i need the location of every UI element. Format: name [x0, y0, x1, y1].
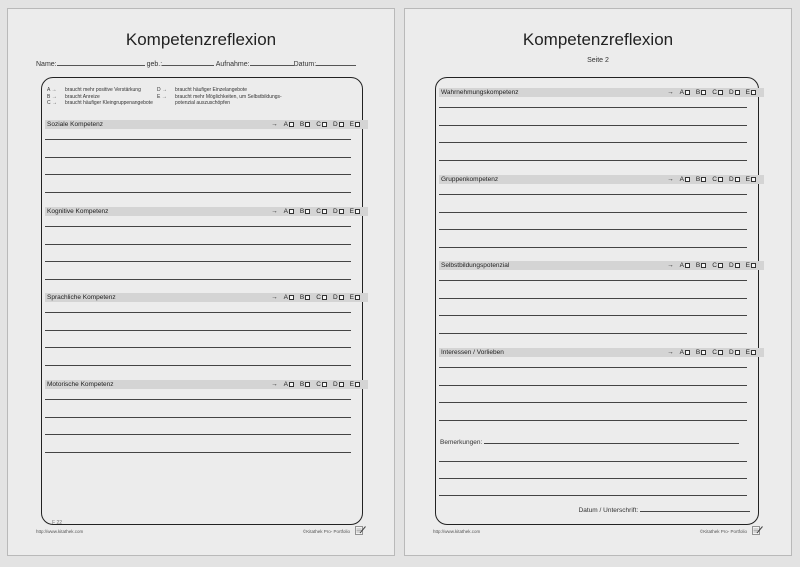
- rating-checkbox[interactable]: [339, 209, 344, 214]
- rating-option-label: B: [299, 121, 305, 128]
- section-header: [439, 88, 764, 97]
- rating-checkbox[interactable]: [289, 382, 294, 387]
- footer-url[interactable]: http://www.kitathek.com: [36, 529, 84, 534]
- rating-checkbox[interactable]: [305, 295, 310, 300]
- name-field[interactable]: [57, 58, 145, 66]
- section-header: [439, 348, 764, 357]
- rating-option: [350, 207, 360, 216]
- signature-label: Datum / Unterschrift:: [578, 507, 639, 514]
- rating-option-label: C: [316, 294, 321, 301]
- rating-option: [712, 88, 723, 97]
- remarks-field[interactable]: [484, 443, 739, 444]
- section-header: [45, 120, 368, 129]
- rating-checkbox[interactable]: [735, 263, 740, 268]
- rating-option-label: A: [283, 208, 288, 215]
- rating-checkbox[interactable]: [701, 350, 706, 355]
- section-header: [45, 207, 368, 216]
- rating-option: [696, 175, 706, 184]
- rating-option: [746, 348, 756, 357]
- rating-option: [712, 175, 723, 184]
- writing-line[interactable]: [439, 495, 747, 496]
- geb-label: geb.:: [146, 61, 163, 68]
- rating-checkbox[interactable]: [322, 295, 327, 300]
- arrow-icon: →: [271, 208, 278, 215]
- writing-line[interactable]: [439, 315, 747, 316]
- form-number: F 22: [52, 520, 63, 526]
- rating-option-label: C: [316, 121, 321, 128]
- rating-option: [729, 175, 740, 184]
- rating-option-label: D: [332, 294, 338, 301]
- rating-option: [284, 207, 294, 216]
- rating-checkbox[interactable]: [701, 90, 706, 95]
- rating-option: [284, 120, 294, 129]
- writing-line[interactable]: [439, 478, 747, 479]
- writing-line[interactable]: [439, 229, 747, 230]
- rating-option: [729, 348, 740, 357]
- rating-option-label: C: [712, 262, 717, 269]
- competence-section: [439, 88, 764, 97]
- writing-line[interactable]: [439, 142, 747, 143]
- rating-checkbox[interactable]: [751, 177, 756, 182]
- section-label: Kognitive Kompetenz: [47, 208, 109, 215]
- rating-option: [680, 88, 690, 97]
- rating-scale: [271, 120, 360, 129]
- rating-checkbox[interactable]: [322, 209, 327, 214]
- writing-line[interactable]: [45, 174, 351, 175]
- rating-option-label: B: [695, 176, 701, 183]
- rating-scale: [271, 207, 360, 216]
- writing-line[interactable]: [439, 125, 747, 126]
- competence-box: [435, 77, 759, 525]
- rating-checkbox[interactable]: [685, 177, 690, 182]
- rating-option: [316, 120, 327, 129]
- arrow-icon: →: [667, 262, 674, 269]
- rating-checkbox[interactable]: [339, 295, 344, 300]
- rating-option: [316, 380, 327, 389]
- writing-line[interactable]: [439, 280, 747, 281]
- writing-line[interactable]: [45, 139, 351, 140]
- page-2: [404, 8, 792, 556]
- rating-option-label: C: [712, 349, 717, 356]
- rating-option: [746, 261, 756, 270]
- rating-option: [300, 293, 310, 302]
- page-1: [7, 8, 395, 556]
- legend-row: A → braucht mehr positive Verstärkung D → braucht häufiger Einzelangebote: [47, 87, 247, 93]
- rating-option-label: D: [728, 176, 734, 183]
- aufnahme-label: Aufnahme:: [215, 61, 250, 68]
- footer-url[interactable]: http://www.kitathek.com: [433, 529, 481, 534]
- writing-line[interactable]: [45, 244, 351, 245]
- rating-option: [333, 207, 344, 216]
- writing-line[interactable]: [45, 226, 351, 227]
- rating-option-label: B: [695, 349, 701, 356]
- writing-line[interactable]: [45, 312, 351, 313]
- section-label: Sprachliche Kompetenz: [47, 294, 116, 301]
- rating-option-label: E: [349, 381, 354, 388]
- rating-option: [680, 261, 690, 270]
- writing-line[interactable]: [45, 452, 351, 453]
- footer-brand: ©Kitathek Pro- Portfolio: [699, 529, 747, 534]
- rating-scale: [667, 88, 756, 97]
- writing-line[interactable]: [45, 399, 351, 400]
- legend-row: C → braucht häufiger Kleingruppenangebote potenzial auszuschöpfen: [47, 100, 231, 106]
- writing-line[interactable]: [439, 420, 747, 421]
- rating-option-label: D: [332, 121, 338, 128]
- rating-option: [712, 261, 723, 270]
- rating-checkbox[interactable]: [305, 209, 310, 214]
- writing-line[interactable]: [439, 160, 747, 161]
- remarks-label: Bemerkungen:: [440, 439, 483, 446]
- signature-field[interactable]: [640, 511, 750, 512]
- rating-checkbox[interactable]: [355, 295, 360, 300]
- rating-option-label: A: [283, 121, 288, 128]
- rating-checkbox[interactable]: [322, 122, 327, 127]
- rating-option-label: A: [679, 89, 684, 96]
- arrow-icon: →: [271, 381, 278, 388]
- writing-line[interactable]: [439, 212, 747, 213]
- rating-option: [316, 207, 327, 216]
- rating-checkbox[interactable]: [718, 90, 723, 95]
- rating-option: [350, 120, 360, 129]
- rating-option-label: E: [745, 349, 750, 356]
- rating-option-label: B: [299, 294, 305, 301]
- writing-line[interactable]: [439, 194, 747, 195]
- rating-option-label: E: [349, 121, 354, 128]
- section-label: Soziale Kompetenz: [47, 121, 104, 128]
- rating-option: [333, 293, 344, 302]
- rating-checkbox[interactable]: [735, 177, 740, 182]
- rating-checkbox[interactable]: [339, 382, 344, 387]
- arrow-icon: →: [667, 176, 674, 183]
- rating-checkbox[interactable]: [355, 122, 360, 127]
- footer-brand: ©Kitathek Pro- Portfolio: [302, 529, 350, 534]
- rating-option-label: A: [283, 294, 288, 301]
- rating-checkbox[interactable]: [355, 209, 360, 214]
- rating-checkbox[interactable]: [701, 177, 706, 182]
- rating-checkbox[interactable]: [735, 90, 740, 95]
- page-number: Seite 2: [587, 57, 609, 64]
- rating-option-label: B: [299, 381, 305, 388]
- rating-option-label: E: [349, 208, 354, 215]
- rating-option-label: D: [728, 89, 734, 96]
- rating-option-label: D: [728, 349, 734, 356]
- section-header: [45, 293, 368, 302]
- writing-line[interactable]: [439, 385, 747, 386]
- competence-section: [45, 293, 368, 302]
- competence-section: [45, 120, 368, 129]
- writing-line[interactable]: [45, 365, 351, 366]
- rating-option-label: A: [283, 381, 288, 388]
- child-info-row: [36, 58, 356, 68]
- rating-checkbox[interactable]: [289, 209, 294, 214]
- rating-checkbox[interactable]: [751, 90, 756, 95]
- rating-option: [333, 120, 344, 129]
- rating-option-label: A: [679, 176, 684, 183]
- rating-scale: [271, 293, 360, 302]
- writing-line[interactable]: [45, 347, 351, 348]
- rating-option: [680, 348, 690, 357]
- rating-option-label: D: [332, 208, 338, 215]
- rating-option: [350, 380, 360, 389]
- rating-option-label: E: [349, 294, 354, 301]
- writing-line[interactable]: [439, 402, 747, 403]
- rating-option-label: C: [712, 89, 717, 96]
- writing-line[interactable]: [439, 333, 747, 334]
- rating-option: [712, 348, 723, 357]
- section-label: Selbstbildungspotenzial: [441, 262, 510, 269]
- writing-line[interactable]: [439, 298, 747, 299]
- rating-option-label: A: [679, 349, 684, 356]
- rating-checkbox[interactable]: [735, 350, 740, 355]
- competence-section: [439, 261, 764, 270]
- page-title: Kompetenzreflexion: [522, 30, 674, 49]
- section-header: [439, 175, 764, 184]
- rating-option: [284, 293, 294, 302]
- rating-option: [729, 88, 740, 97]
- legend-row: B → braucht Anreize E → braucht mehr Möglichkeiten, um Selbstbildungs-: [47, 93, 282, 100]
- rating-option-label: C: [712, 176, 717, 183]
- rating-option: [680, 175, 690, 184]
- writing-line[interactable]: [45, 417, 351, 418]
- writing-line[interactable]: [45, 192, 351, 193]
- datum-label: Datum:: [293, 61, 317, 68]
- rating-option-label: C: [316, 381, 321, 388]
- rating-option: [696, 261, 706, 270]
- rating-option-label: D: [332, 381, 338, 388]
- arrow-icon: →: [667, 89, 674, 96]
- rating-checkbox[interactable]: [718, 263, 723, 268]
- notepad-pencil-icon: [752, 525, 763, 535]
- writing-line[interactable]: [439, 461, 747, 462]
- rating-checkbox[interactable]: [685, 263, 690, 268]
- legend: [47, 87, 282, 107]
- rating-checkbox[interactable]: [718, 177, 723, 182]
- page-title: Kompetenzreflexion: [125, 30, 277, 49]
- competence-section: [45, 380, 368, 389]
- rating-checkbox[interactable]: [718, 350, 723, 355]
- rating-option: [696, 348, 706, 357]
- writing-line[interactable]: [45, 261, 351, 262]
- rating-option-label: A: [679, 262, 684, 269]
- rating-option: [300, 120, 310, 129]
- remarks-row: [440, 439, 739, 446]
- rating-option: [333, 380, 344, 389]
- rating-option-label: B: [695, 89, 701, 96]
- section-header: [439, 261, 764, 270]
- rating-checkbox[interactable]: [685, 90, 690, 95]
- rating-option: [729, 261, 740, 270]
- notepad-pencil-icon: [355, 525, 366, 535]
- rating-option-label: E: [745, 89, 750, 96]
- competence-section: [439, 348, 764, 357]
- date-field[interactable]: [316, 58, 356, 66]
- rating-checkbox[interactable]: [322, 382, 327, 387]
- rating-checkbox[interactable]: [701, 263, 706, 268]
- rating-option-label: D: [728, 262, 734, 269]
- arrow-icon: →: [271, 121, 278, 128]
- rating-checkbox[interactable]: [289, 295, 294, 300]
- rating-checkbox[interactable]: [289, 122, 294, 127]
- writing-line[interactable]: [439, 367, 747, 368]
- arrow-icon: →: [271, 294, 278, 301]
- rating-scale: [667, 175, 756, 184]
- rating-option-label: E: [745, 262, 750, 269]
- writing-line[interactable]: [45, 330, 351, 331]
- rating-option-label: C: [316, 208, 321, 215]
- rating-checkbox[interactable]: [355, 382, 360, 387]
- rating-checkbox[interactable]: [751, 350, 756, 355]
- writing-line[interactable]: [439, 107, 747, 108]
- writing-line[interactable]: [439, 247, 747, 248]
- signature-row: [579, 507, 750, 514]
- rating-checkbox[interactable]: [751, 263, 756, 268]
- rating-option-label: B: [695, 262, 701, 269]
- rating-option: [696, 88, 706, 97]
- birthdate-field[interactable]: [162, 58, 214, 66]
- rating-checkbox[interactable]: [305, 382, 310, 387]
- writing-line[interactable]: [45, 434, 351, 435]
- rating-option-label: E: [745, 176, 750, 183]
- rating-scale: [667, 348, 756, 357]
- section-label: Motorische Kompetenz: [47, 381, 114, 388]
- rating-checkbox[interactable]: [339, 122, 344, 127]
- section-header: [45, 380, 368, 389]
- admission-field[interactable]: [250, 58, 294, 66]
- section-label: Interessen / Vorlieben: [441, 349, 504, 356]
- rating-scale: [271, 380, 360, 389]
- rating-checkbox[interactable]: [305, 122, 310, 127]
- rating-option: [316, 293, 327, 302]
- writing-line[interactable]: [45, 279, 351, 280]
- name-label: Name:: [36, 61, 57, 68]
- competence-section: [45, 207, 368, 216]
- rating-option: [350, 293, 360, 302]
- rating-option: [746, 88, 756, 97]
- section-label: Gruppenkompetenz: [441, 176, 499, 183]
- competence-section: [439, 175, 764, 184]
- rating-option: [746, 175, 756, 184]
- rating-option-label: B: [299, 208, 305, 215]
- section-label: Wahrnehmungskompetenz: [441, 89, 519, 96]
- rating-option: [300, 207, 310, 216]
- arrow-icon: →: [667, 349, 674, 356]
- rating-scale: [667, 261, 756, 270]
- rating-checkbox[interactable]: [685, 350, 690, 355]
- rating-option: [284, 380, 294, 389]
- writing-line[interactable]: [45, 157, 351, 158]
- competence-box: [41, 77, 363, 525]
- rating-option: [300, 380, 310, 389]
